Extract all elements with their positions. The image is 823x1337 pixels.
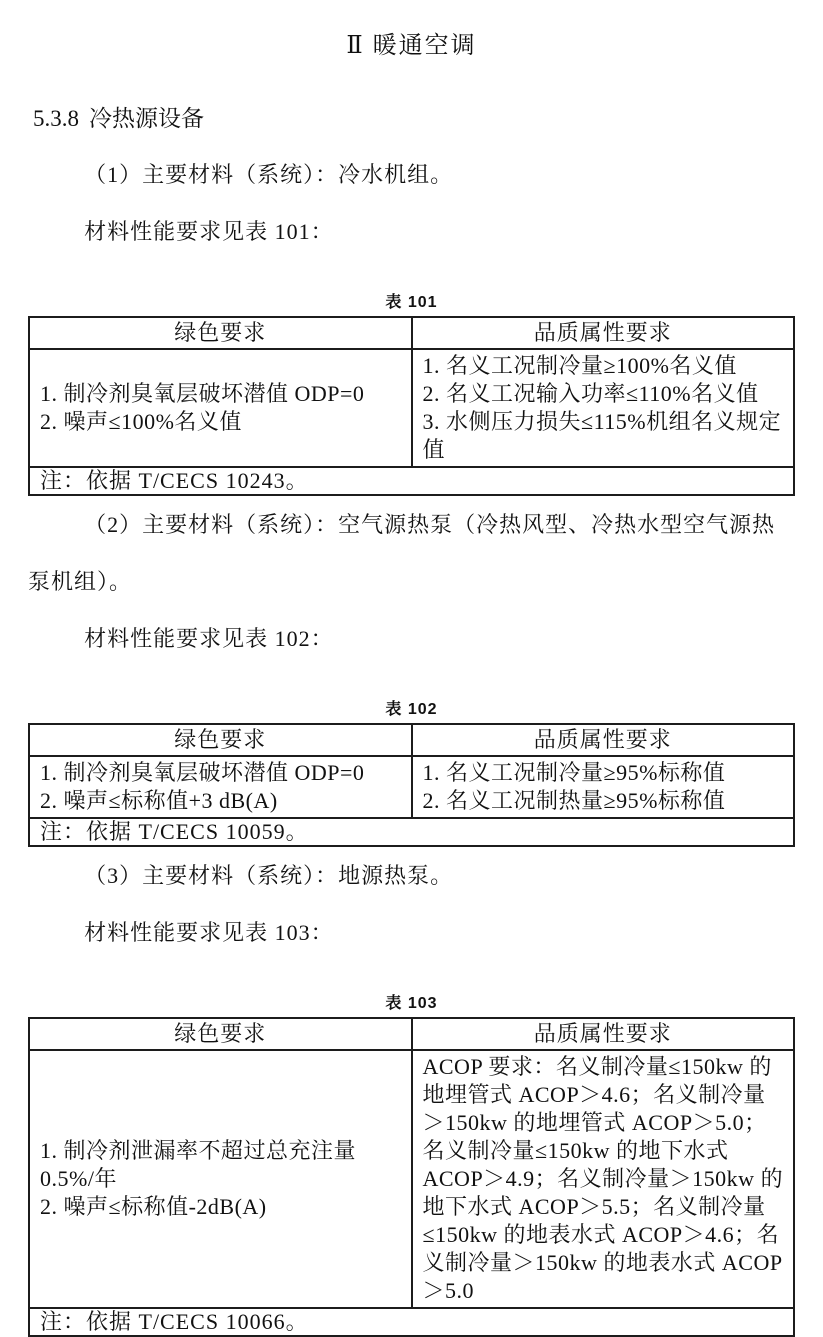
section-title: 冷热源设备 [89, 106, 204, 131]
quality-requirements-cell [412, 756, 795, 818]
table-102-caption: 表 102 [385, 701, 438, 718]
table-101-note: 注：依据 T/CECS 10243。 [29, 467, 794, 495]
quality-requirements-cell [412, 1050, 795, 1308]
requirement-item: 2. 噪声≤100%名义值 [40, 409, 242, 434]
requirement-item: 2. 名义工况输入功率≤110%名义值 [422, 381, 759, 406]
requirement-item: 3. 水侧压力损失≤115%机组名义规定值 [422, 409, 782, 462]
requirements-table-103 [28, 1017, 795, 1337]
table-intro-101: 材料性能要求见表 101： [84, 219, 334, 244]
table-row [29, 756, 794, 818]
section-number: 5.3.8 [33, 106, 79, 131]
green-requirements-cell [29, 349, 412, 467]
requirement-item: 1. 制冷剂臭氧层破坏潜值 ODP=0 [40, 760, 365, 785]
requirement-item: 2. 噪声≤标称值+3 dB(A) [40, 788, 278, 813]
quality-requirements-cell [412, 349, 795, 467]
table-101-caption: 表 101 [385, 294, 438, 311]
material-paragraph-1: （1）主要材料（系统）：冷水机组。 [84, 162, 454, 187]
requirement-item: 1. 名义工况制冷量≥100%名义值 [422, 353, 737, 378]
requirement-item: 2. 噪声≤标称值-2dB(A) [40, 1194, 267, 1219]
requirements-table-102 [28, 723, 795, 847]
green-requirements-cell [29, 756, 412, 818]
header-row [29, 1018, 794, 1050]
acop-requirement-text: ACOP 要求：名义制冷量≤150kw 的地埋管式 ACOP＞4.6；名义制冷量＞150kw 的地埋管式 ACOP＞5.0；名义制冷量≤150kw 的地下水式 ACOP＞4.9；名义制冷量＞150kw 的地下水式 ACOP＞5.5；名义制冷量≤150kw 的地表水式 ACOP＞4.6；名义制冷量＞150kw 的地表水式 ACOP＞5.0 [422, 1054, 784, 1303]
table-row [29, 349, 794, 467]
note-row [29, 467, 794, 495]
requirements-table-101 [28, 316, 795, 496]
table-intro-102: 材料性能要求见表 102： [84, 626, 334, 651]
material-paragraph-2: （2）主要材料（系统）：空气源热泵（冷热风型、冷热水型空气源热泵机组）。 [28, 512, 776, 594]
requirement-item: 2. 名义工况制热量≥95%标称值 [422, 788, 726, 813]
table-102-note: 注：依据 T/CECS 10059。 [29, 818, 794, 846]
table-103-note: 注：依据 T/CECS 10066。 [29, 1308, 794, 1336]
green-requirements-cell [29, 1050, 412, 1308]
material-paragraph-3: （3）主要材料（系统）：地源热泵。 [84, 863, 454, 888]
green-requirements-header: 绿色要求 [29, 1018, 412, 1050]
page-title: Ⅱ 暖通空调 [346, 33, 477, 59]
green-requirements-header: 绿色要求 [29, 724, 412, 756]
table-intro-103: 材料性能要求见表 103： [84, 920, 334, 945]
table-103-caption: 表 103 [385, 995, 438, 1012]
quality-requirements-header: 品质属性要求 [412, 317, 795, 349]
note-row [29, 1308, 794, 1336]
requirement-item: 1. 制冷剂泄漏率不超过总充注量 0.5%/年 [40, 1138, 357, 1191]
section-heading [33, 104, 795, 134]
header-row [29, 724, 794, 756]
green-requirements-header: 绿色要求 [29, 317, 412, 349]
header-row [29, 317, 794, 349]
quality-requirements-header: 品质属性要求 [412, 1018, 795, 1050]
note-row [29, 818, 794, 846]
quality-requirements-header: 品质属性要求 [412, 724, 795, 756]
requirement-item: 1. 名义工况制冷量≥95%标称值 [422, 760, 726, 785]
requirement-item: 1. 制冷剂臭氧层破坏潜值 ODP=0 [40, 381, 365, 406]
table-row [29, 1050, 794, 1308]
